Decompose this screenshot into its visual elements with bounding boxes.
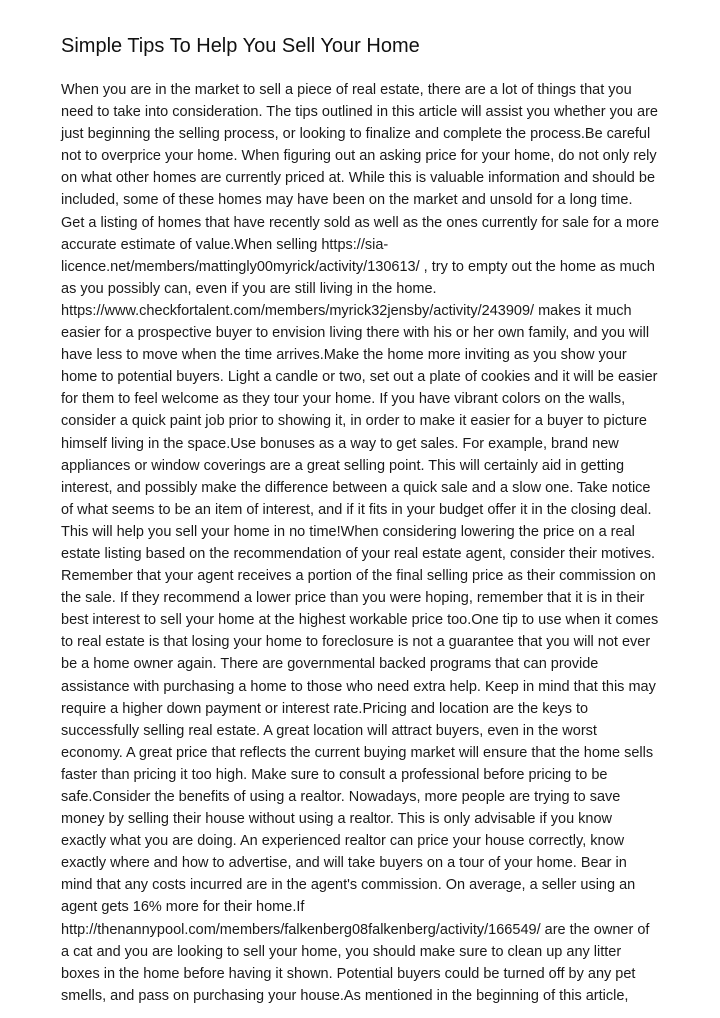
text-line: Remember that your agent receives a portion of the final selling price as their commission on xyxy=(61,568,656,585)
text-line: This will help you sell your home in no time!When considering lowering the price on a real xyxy=(61,523,635,540)
text-line: successfully selling real estate. A great location will attract buyers, even in the worst xyxy=(61,722,597,739)
page-title: Simple Tips To Help You Sell Your Home xyxy=(61,35,420,57)
text-line: faster than pricing it too high. Make sure to consult a professional before pricing to be xyxy=(61,766,608,783)
text-line-with-link[interactable]: https://www.checkfortalent.com/members/myrick32jensby/activity/243909/ makes it much xyxy=(61,302,632,319)
text-line: home to potential buyers. Light a candle or two, set out a plate of cookies and it will be easier xyxy=(61,369,658,386)
text-line: just beginning the selling process, or looking to finalize and complete the process.Be careful xyxy=(61,126,651,143)
text-line: easier for a prospective buyer to envision living there with his or her own family, and you will xyxy=(61,325,650,342)
text-line-with-link[interactable]: accurate estimate of value.When selling https://sia- xyxy=(61,236,389,253)
text-line: assistance with purchasing a home to those who need extra help. Keep in mind that this may xyxy=(61,678,656,695)
text-line: for them to feel welcome as they tour your home. If you have vibrant colors on the walls, xyxy=(61,391,626,408)
text-line: need to take into consideration. The tips outlined in this article will assist you whether you are xyxy=(61,104,658,121)
text-line: agent gets 16% more for their home.If xyxy=(61,899,305,916)
text-line: consider a quick paint job prior to showing it, in order to make it easier for a buyer to picture xyxy=(61,413,647,430)
text-line: require a higher down payment or interest rate.Pricing and location are the keys to xyxy=(61,700,589,717)
text-line: included, some of these homes may have been on the market and unsold for a long time. xyxy=(61,192,633,209)
text-line: interest, and possibly make the difference between a quick sale and a slow one. Take notice xyxy=(61,479,651,496)
text-line: mind that any costs incurred are in the agent's commission. On average, a seller using an xyxy=(61,877,636,894)
text-line: economy. A great price that reflects the current buying market will ensure that the home sells xyxy=(61,744,654,761)
text-line: the sale. If they recommend a lower price than you were hoping, remember that it is in their xyxy=(61,590,645,607)
text-line: Get a listing of homes that have recently sold as well as the ones currently for sale for a more xyxy=(61,214,660,231)
article-body xyxy=(61,79,681,1007)
text-line: to real estate is that losing your home to foreclosure is not a guarantee that you will not ever xyxy=(61,634,651,651)
text-line: be a home owner again. There are governmental backed programs that can provide xyxy=(61,656,599,673)
text-line: safe.Consider the benefits of using a realtor. Nowadays, more people are trying to save xyxy=(61,789,621,805)
text-line: boxes in the home before having it shown. Potential buyers could be turned off by any pet xyxy=(61,965,636,982)
text-line: smells, and pass on purchasing your house.As mentioned in the beginning of this article, xyxy=(61,987,629,1004)
text-line: on what other homes are currently priced at. While this is valuable information and should be xyxy=(61,170,656,187)
text-line: estate listing based on the recommendation of your real estate agent, consider their motives. xyxy=(61,545,656,562)
text-line: have less to move when the time arrives.Make the home more inviting as you show your xyxy=(61,347,627,364)
text-line: money by selling their house without using a realtor. This is only advisable if you know xyxy=(61,811,613,828)
text-line: exactly where and how to advertise, and will take buyers on a tour of your home. Bear in xyxy=(61,855,627,872)
text-line: a cat and you are looking to sell your home, you should make sure to clean up any litter xyxy=(61,943,622,960)
text-line: not to overprice your home. When figuring out an asking price for your home, do not only rely xyxy=(61,148,657,165)
text-line: himself living in the space.Use bonuses as a way to get sales. For example, brand new xyxy=(61,435,619,452)
text-line: as you possibly can, even if you are still living in the home. xyxy=(61,280,437,297)
text-line: When you are in the market to sell a piece of real estate, there are a lot of things that you xyxy=(61,82,632,98)
text-line-with-link[interactable]: licence.net/members/mattingly00myrick/activity/130613/ , try to empty out the home as much xyxy=(61,258,655,275)
text-line: best interest to sell your home at the highest workable price too.One tip to use when it comes xyxy=(61,612,659,629)
text-line: appliances or window coverings are a great selling point. This will certainly aid in getting xyxy=(61,457,625,474)
text-line: of what seems to be an item of interest, and if it fits in your budget offer it in the closing deal. xyxy=(61,501,652,518)
text-line-with-link[interactable]: http://thenannypool.com/members/falkenberg08falkenberg/activity/166549/ are the owner of xyxy=(61,921,650,938)
text-line: exactly what you are doing. An experienced realtor can price your house correctly, know xyxy=(61,833,625,850)
